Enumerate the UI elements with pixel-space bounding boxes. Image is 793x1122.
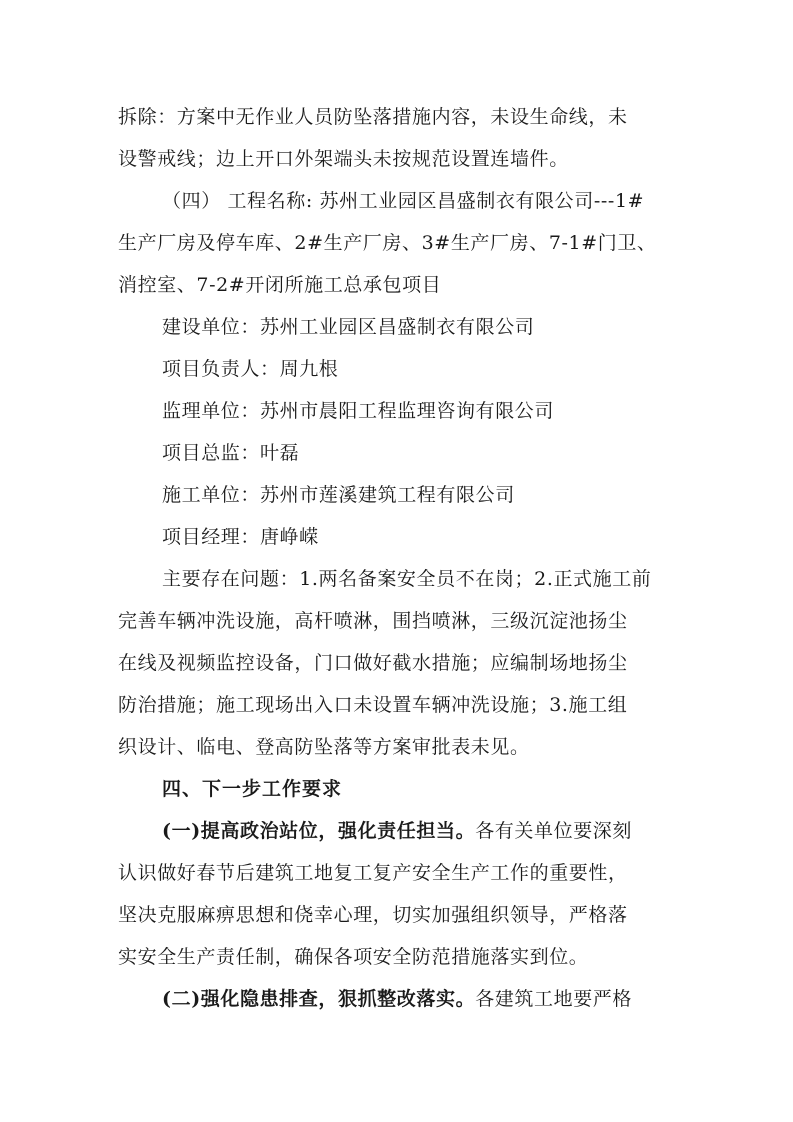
construction-unit: 建设单位：苏州工业园区昌盛制衣有限公司 <box>162 316 535 338</box>
item-2-text: 各建筑工地要严格 <box>475 988 632 1010</box>
issues-line: 织设计、临电、登高防坠落等方案审批表未见。 <box>118 736 530 758</box>
contractor: 施工单位：苏州市莲溪建筑工程有限公司 <box>162 484 515 506</box>
item-1-title: (一)提高政治站位，强化责任担当。 <box>162 820 476 842</box>
paragraph-line: 拆除：方案中无作业人员防坠落措施内容，未设生命线，未 <box>118 106 628 128</box>
item-1-line: 认识做好春节后建筑工地复工复产安全生产工作的重要性， <box>118 862 628 884</box>
issues-line: 主要存在问题：1.两名备案安全员不在岗；2.正式施工前 <box>162 568 652 590</box>
item-1-text: 各有关单位要深刻 <box>475 820 632 842</box>
project-title-line: （四） 工程名称: 苏州工业园区昌盛制衣有限公司---1# <box>162 190 645 212</box>
project-manager: 项目经理：唐峥嵘 <box>162 526 319 548</box>
issues-line: 防治措施；施工现场出入口未设置车辆冲洗设施；3.施工组 <box>118 694 628 716</box>
issues-line: 完善车辆冲洗设施，高杆喷淋，围挡喷淋，三级沉淀池扬尘 <box>118 610 628 632</box>
project-leader: 项目负责人：周九根 <box>162 358 339 380</box>
paragraph-line: 设警戒线；边上开口外架端头未按规范设置连墙件。 <box>118 148 569 170</box>
item-2-title: (二)强化隐患排查，狠抓整改落实。 <box>162 988 476 1010</box>
chief-supervisor: 项目总监：叶磊 <box>162 442 300 464</box>
item-1-line: 实安全生产责任制，确保各项安全防范措施落实到位。 <box>118 946 589 968</box>
project-title-line: 消控室、7-2#开闭所施工总承包项目 <box>118 274 442 296</box>
issues-line: 在线及视频监控设备，门口做好截水措施；应编制场地扬尘 <box>118 652 628 674</box>
project-title-line: 生产厂房及停车库、2#生产厂房、3#生产厂房、7-1#门卫、 <box>118 232 657 254</box>
section-heading: 四、下一步工作要求 <box>162 778 343 800</box>
item-2-line <box>162 986 678 1012</box>
supervision-unit: 监理单位：苏州市晨阳工程监理咨询有限公司 <box>162 400 555 422</box>
item-1-line: 坚决克服麻痹思想和侥幸心理，切实加强组织领导，严格落 <box>118 904 628 926</box>
item-1-line <box>162 818 678 844</box>
